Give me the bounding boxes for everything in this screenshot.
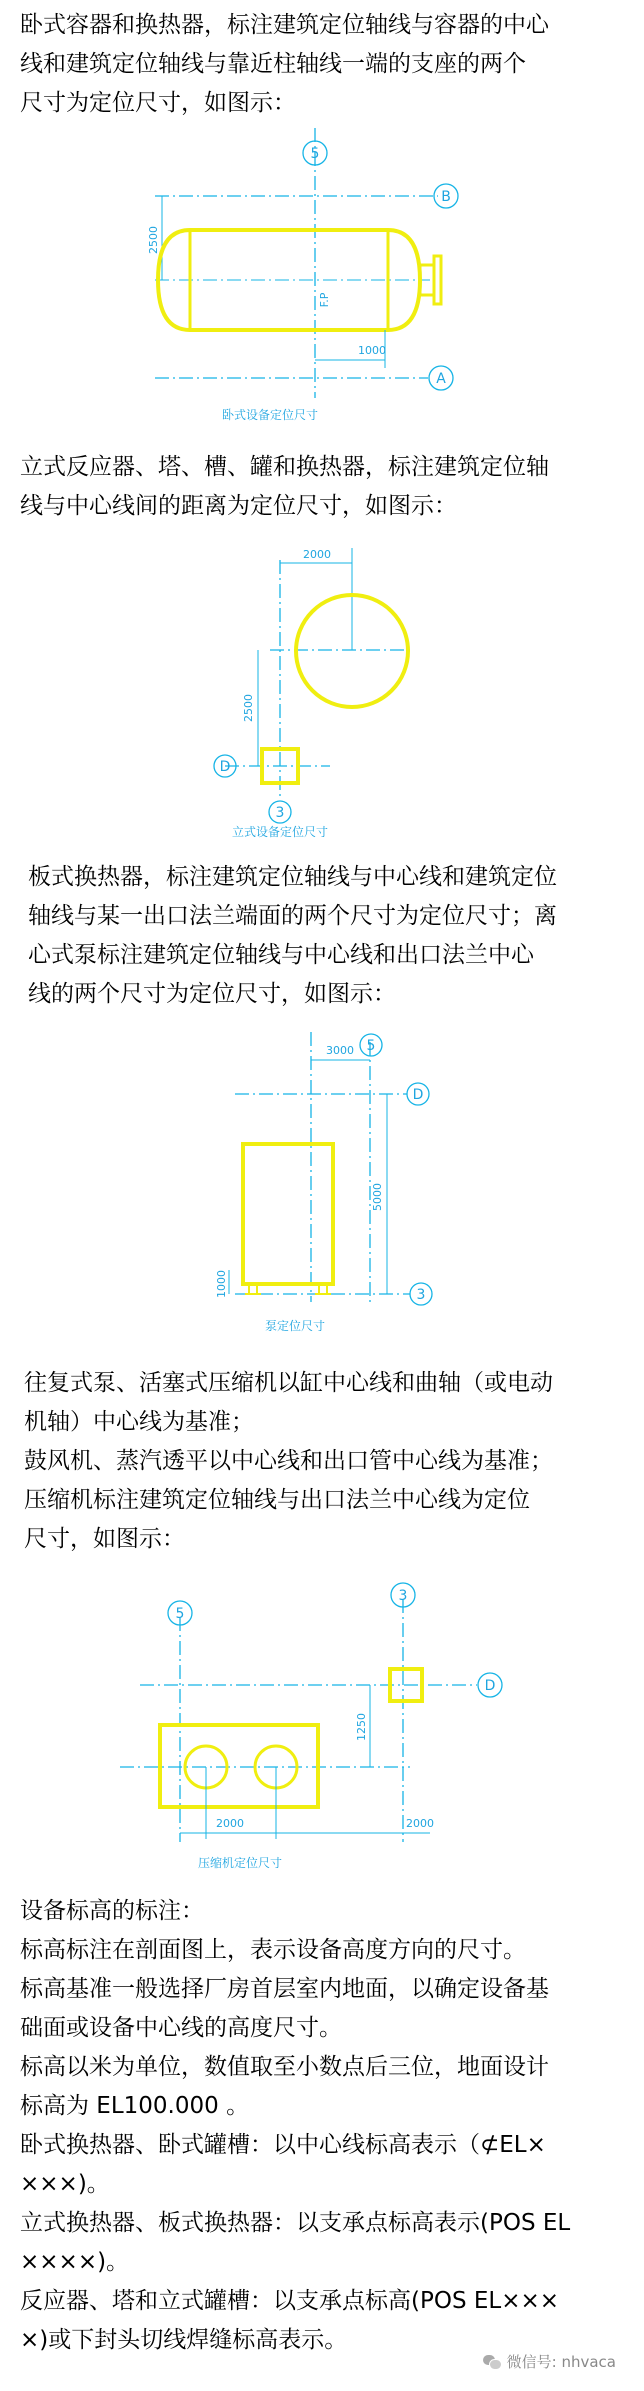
paragraph-elevation [20, 1892, 630, 2360]
figure-caption: 立式设备定位尺寸 [231, 825, 329, 839]
axis-label: 3 [275, 805, 285, 821]
text-line: 卧式容器和换热器，标注建筑定位轴线与容器的中心 [20, 12, 549, 38]
paragraph-horizontal-vessel [20, 6, 630, 123]
axis-label: 5 [310, 146, 320, 162]
axis-label: B [441, 189, 451, 205]
axis-label: 5 [366, 1038, 376, 1054]
dimension-label: 1000 [358, 344, 386, 357]
text-line: ×××)。 [20, 2171, 110, 2197]
text-line: 往复式泵、活塞式压缩机以缸中心线和曲轴（或电动 [24, 1370, 553, 1396]
text-line: 线与中心线间的距离为定位尺寸，如图示： [20, 493, 457, 519]
text-line: 尺寸，如图示： [24, 1526, 185, 1552]
text-line: 卧式换热器、卧式罐槽：以中心线标高表示（⊄EL× [20, 2132, 546, 2158]
figure-vertical-vessel [200, 538, 440, 838]
text-line: ××××)。 [20, 2249, 130, 2275]
text-line: 反应器、塔和立式罐槽：以支承点标高(POS EL××× [20, 2288, 560, 2314]
dimension-label: 5000 [371, 1183, 384, 1211]
text-line: 础面或设备中心线的高度尺寸。 [20, 2015, 342, 2041]
axis-label: 5 [175, 1606, 185, 1622]
paragraph-compressor [24, 1364, 634, 1559]
paragraph-vertical-vessel [20, 448, 630, 526]
text-line: 标高标注在剖面图上，表示设备高度方向的尺寸。 [20, 1937, 526, 1963]
figure-caption: 泵定位尺寸 [264, 1319, 326, 1333]
figure-caption: 压缩机定位尺寸 [197, 1856, 283, 1870]
figure-caption: 卧式设备定位尺寸 [221, 408, 319, 422]
text-line: 机轴）中心线为基准； [24, 1409, 254, 1435]
watermark [483, 2351, 616, 2372]
text-line: 标高以米为单位，数值取至小数点后三位，地面设计 [20, 2054, 549, 2080]
dimension-label: 1000 [215, 1270, 228, 1298]
axis-label: D [412, 1087, 424, 1103]
text-line: 标高为 EL100.000 。 [20, 2093, 250, 2119]
figure-pump [215, 1032, 445, 1352]
text-line: 标高基准一般选择厂房首层室内地面，以确定设备基 [20, 1976, 549, 2002]
text-line: 设备标高的标注： [20, 1898, 204, 1924]
text-line: 线和建筑定位轴线与靠近柱轴线一端的支座的两个 [20, 51, 526, 77]
figure-compressor [120, 1577, 520, 1877]
fixed-point-mark: F.P [318, 292, 331, 308]
axis-label: D [484, 1678, 496, 1694]
dimension-label: 2500 [147, 226, 160, 254]
text-line: ×)或下封头切线焊缝标高表示。 [20, 2327, 348, 2353]
dimension-label: 1250 [355, 1713, 368, 1741]
text-line: 板式换热器，标注建筑定位轴线与中心线和建筑定位 [28, 864, 557, 890]
axis-label: 3 [416, 1287, 426, 1303]
text-line: 心式泵标注建筑定位轴线与中心线和出口法兰中心 [28, 942, 534, 968]
text-line: 尺寸为定位尺寸，如图示： [20, 90, 296, 116]
dimension-label: 2000 [406, 1817, 434, 1830]
dimension-label: 2500 [242, 694, 255, 722]
dimension-label: 3000 [326, 1044, 354, 1057]
paragraph-plate-exchanger-pump [28, 858, 638, 1014]
axis-label: 3 [398, 1588, 408, 1604]
text-line: 鼓风机、蒸汽透平以中心线和出口管中心线为基准； [24, 1448, 553, 1474]
text-line: 轴线与某一出口法兰端面的两个尺寸为定位尺寸；离 [28, 903, 557, 929]
watermark-text: 微信号: nhvaca [506, 2353, 616, 2371]
dimension-label: 2000 [216, 1817, 244, 1830]
axis-label: D [219, 759, 231, 775]
text-line: 立式换热器、板式换热器：以支承点标高表示(POS EL [20, 2210, 571, 2236]
text-line: 压缩机标注建筑定位轴线与出口法兰中心线为定位 [24, 1487, 530, 1513]
text-line: 立式反应器、塔、槽、罐和换热器，标注建筑定位轴 [20, 454, 549, 480]
text-line: 线的两个尺寸为定位尺寸，如图示： [28, 981, 396, 1007]
dimension-label: 2000 [303, 548, 331, 561]
axis-label: A [436, 371, 446, 387]
figure-horizontal-vessel [130, 128, 460, 428]
wechat-icon [483, 2354, 501, 2370]
